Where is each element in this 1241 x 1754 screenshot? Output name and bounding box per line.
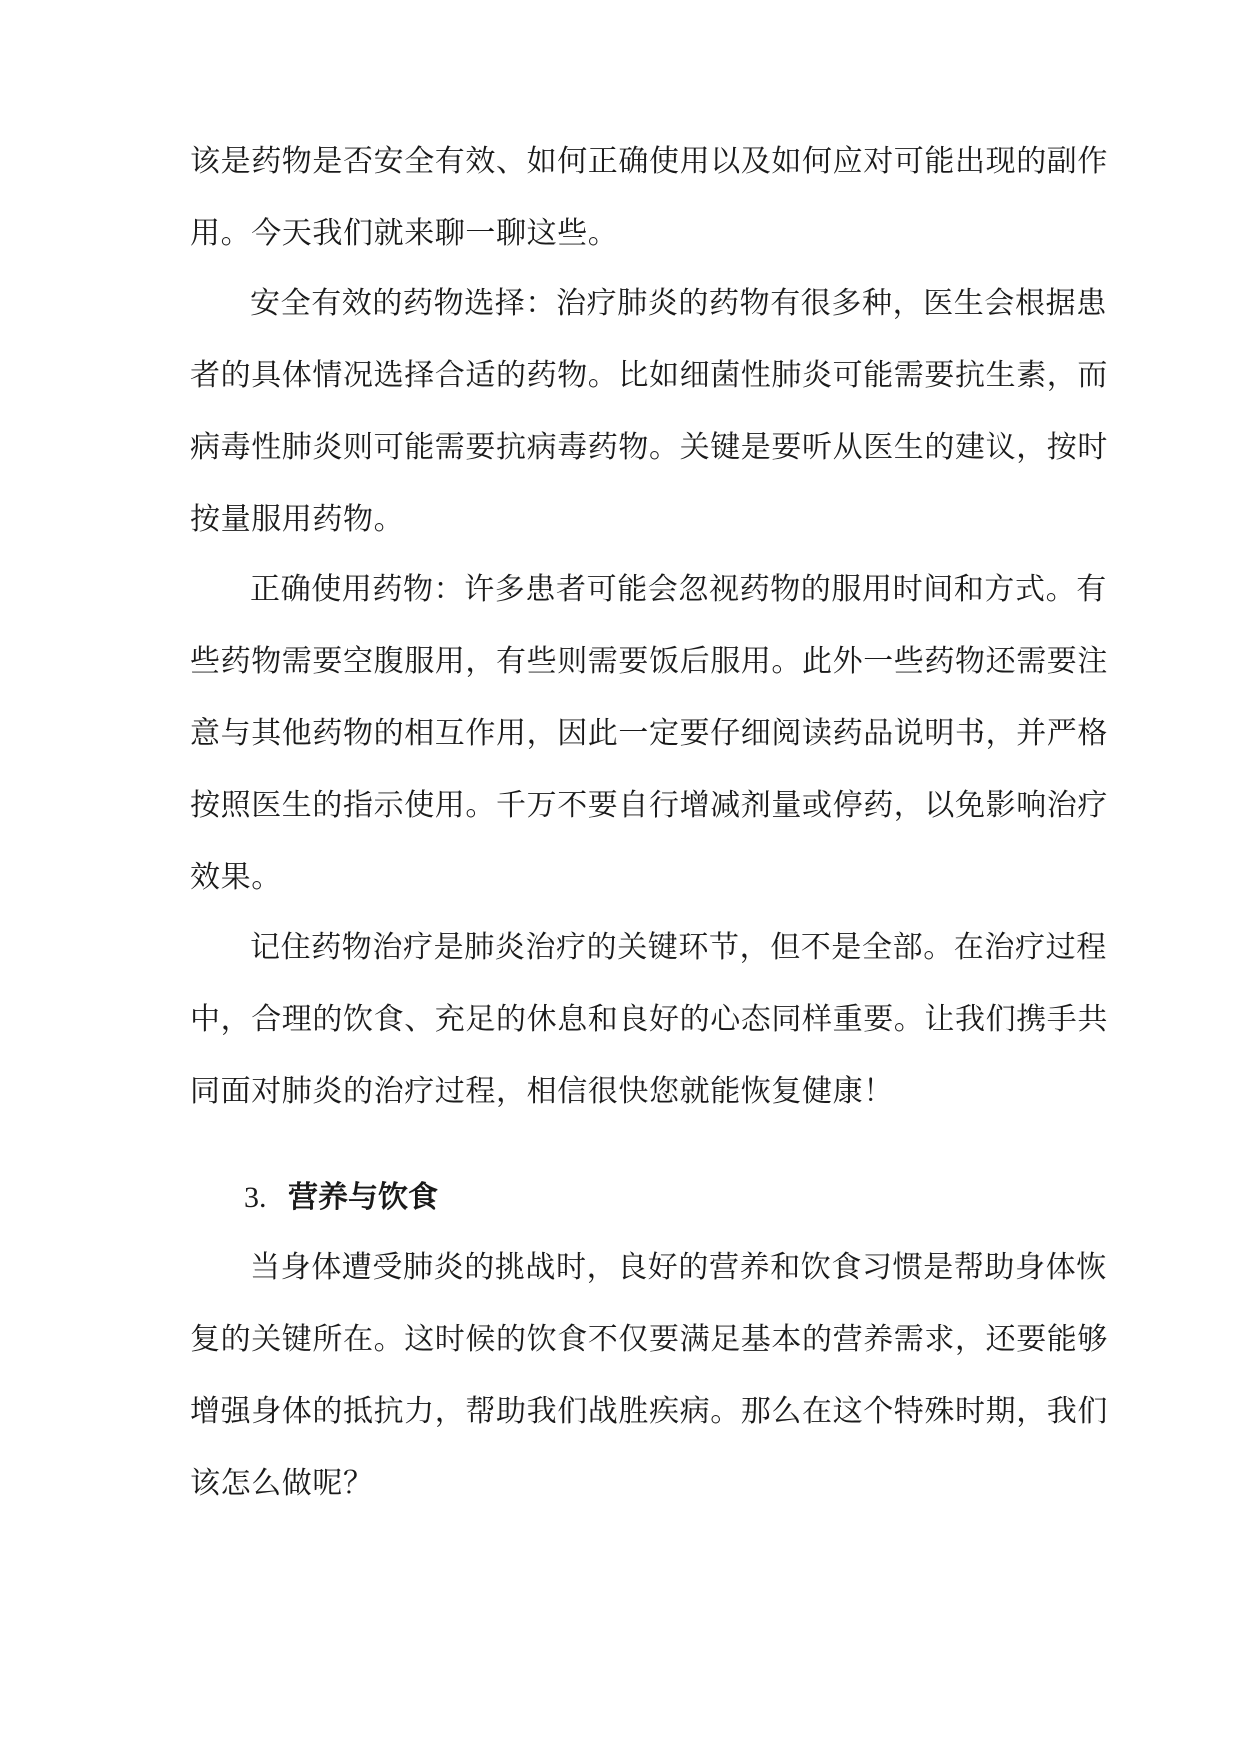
text-line: 复的关键所在。这时候的饮食不仅要满足基本的营养需求，还要能够: [190, 1322, 1108, 1357]
paragraph-nutrition-intro: [190, 1248, 1108, 1504]
text-line: 安全有效的药物选择：治疗肺炎的药物有很多种，医生会根据患: [250, 286, 1107, 321]
text-line: 中，合理的饮食、充足的休息和良好的心态同样重要。让我们携手共: [190, 1002, 1108, 1037]
text-line: 些药物需要空腹服用，有些则需要饭后服用。此外一些药物还需要注: [190, 644, 1108, 679]
text-line: 正确使用药物：许多患者可能会忽视药物的服用时间和方式。有: [250, 572, 1107, 607]
paragraph-drug-selection: [190, 284, 1108, 540]
text-line: 记住药物治疗是肺炎治疗的关键环节，但不是全部。在治疗过程: [250, 930, 1107, 965]
text-line: 意与其他药物的相互作用，因此一定要仔细阅读药品说明书，并严格: [190, 716, 1108, 751]
document-page: [190, 142, 1108, 1504]
text-line: 按照医生的指示使用。千万不要自行增减剂量或停药，以免影响治疗: [190, 788, 1108, 823]
text-line: 效果。: [190, 860, 282, 895]
text-line: 按量服用药物。: [190, 502, 405, 537]
text-line: 者的具体情况选择合适的药物。比如细菌性肺炎可能需要抗生素，而: [190, 358, 1108, 393]
text-line: 同面对肺炎的治疗过程，相信很快您就能恢复健康！: [190, 1074, 894, 1109]
paragraph-side-effects-intro: [190, 142, 1108, 254]
text-line: 用。今天我们就来聊一聊这些。: [190, 216, 619, 251]
text-line: 该怎么做呢？: [190, 1466, 374, 1501]
text-line: 当身体遭受肺炎的挑战时，良好的营养和饮食习惯是帮助身体恢: [250, 1250, 1107, 1285]
section-number: 3.: [244, 1181, 267, 1214]
section-heading: [190, 1178, 1052, 1218]
text-line: 病毒性肺炎则可能需要抗病毒药物。关键是要听从医生的建议，按时: [190, 430, 1108, 465]
text-line: 该是药物是否安全有效、如何正确使用以及如何应对可能出现的副作: [190, 144, 1108, 179]
paragraph-treatment-summary: [190, 928, 1108, 1112]
paragraph-correct-usage: [190, 570, 1108, 898]
section-title: 营养与饮食: [288, 1180, 438, 1215]
text-line: 增强身体的抵抗力，帮助我们战胜疾病。那么在这个特殊时期，我们: [190, 1394, 1108, 1429]
